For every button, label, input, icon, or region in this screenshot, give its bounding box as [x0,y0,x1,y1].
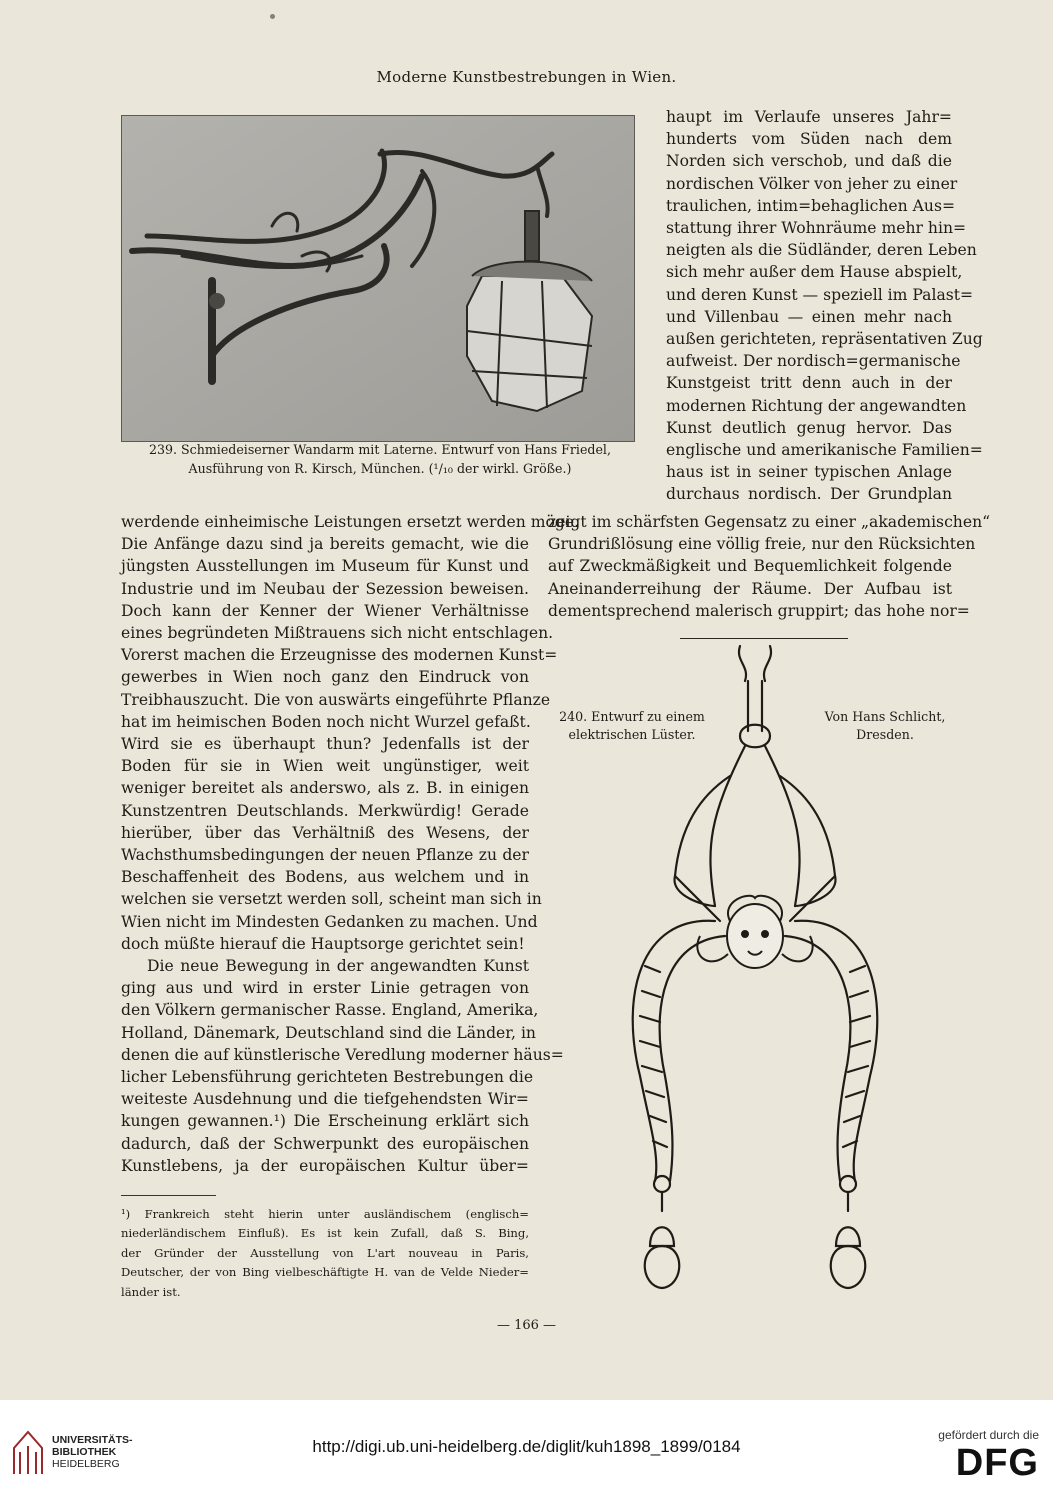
figure-wall-bracket-lantern [121,115,635,442]
text-line: Aneinanderreihung der Räume. Der Aufbau ist [548,579,952,598]
footnote [121,1205,529,1302]
text-line: Wachsthumsbedingungen der neuen Pflanze zu der [121,846,529,865]
text-line: modernen Richtung der angewandten [666,396,967,415]
text-line: den Völkern germanischer Rasse. England, Amerika, [121,1001,539,1020]
ink-speck [270,14,275,19]
text-line: weniger bereitet als anderswo, als z. B. in einigen [121,779,529,798]
text-line: länder ist. [121,1284,181,1299]
text-line: Industrie und im Neubau der Sezession beweisen. [121,579,529,598]
text-line: durchaus nordisch. Der Grundplan [666,485,952,504]
right-column-bottom [548,511,991,622]
caption-line: 240. Entwurf zu einem [559,709,705,724]
text-line: stattung ihrer Wohnräume mehr hin= [666,219,967,238]
text-line: zeigt im schärfsten Gegensatz zu einer „akademischen“ [548,513,991,531]
text-line: doch müßte hierauf die Hauptsorge gerichtet sein! [121,934,525,953]
caption-line: Von Hans Schlicht, [824,709,946,724]
library-name-line: HEIDELBERG [52,1458,120,1470]
figure-240-credit [800,708,970,744]
text-line: hunderts vom Süden nach dem [666,130,952,149]
right-column-top [666,106,983,506]
text-line: Kunst deutlich genug hervor. Das [666,418,952,437]
text-line: außen gerichteten, repräsentativen Zug [666,330,983,349]
text-line: niederländischem Einfluß). Es ist kein Zufall, daß S. Bing, [121,1226,529,1241]
page-number: — 166 — [496,1318,557,1333]
left-column [121,511,580,1177]
text-line: Vorerst machen die Erzeugnisse des modernen Kunst= [121,646,558,665]
wall-bracket-illustration [122,116,634,441]
text-line: kungen gewannen.¹) Die Erscheinung erklärt sich [121,1112,529,1131]
caption-line: 239. Schmiedeiserner Wandarm mit Laterne. Entwurf von Hans Friedel, [149,442,611,457]
text-line: Die neue Bewegung in der angewandten Kunst [147,957,529,976]
footnote-rule [121,1195,216,1196]
figure-239-caption [120,440,640,478]
text-line: Kunstlebens, ja der europäischen Kultur über= [121,1156,529,1175]
text-line: aufweist. Der nordisch=germanische [666,352,961,371]
text-line: auf Zweckmäßigkeit und Bequemlichkeit folgende [548,557,952,576]
text-line: licher Lebensführung gerichteten Bestrebungen die [121,1068,534,1087]
text-line: und deren Kunst — speziell im Palast= [666,285,974,304]
text-line: Deutscher, der von Bing vielbeschäftigte H. van de Velde Nieder= [121,1265,529,1280]
text-line: hierüber, über das Verhältniß des Wesens, der [121,823,529,842]
text-line: Beschaffenheit des Bodens, aus welchem und in [121,868,529,887]
text-line: Grundrißlösung eine völlig freie, nur den Rücksichten [548,535,976,554]
text-line: welchen sie versetzt werden soll, scheint man sich in [121,890,542,909]
text-line: Die Anfänge dazu sind ja bereits gemacht, wie die [121,535,529,554]
text-line: traulichen, intim=behaglichen Aus= [666,196,956,215]
text-line: Doch kann der Kenner der Wiener Verhältnisse [121,601,529,620]
library-name-line: BIBLIOTHEK [52,1446,117,1458]
text-line: haus ist in seiner typischen Anlage [666,463,952,482]
text-line: gewerbes in Wien noch ganz den Eindruck von [121,668,529,687]
text-line: Boden für sie in Wien weit ungünstiger, weit [121,757,529,776]
text-line: haupt im Verlaufe unseres Jahr= [666,108,952,126]
text-line: werdende einheimische Leistungen ersetzt werden möge. [121,513,580,531]
text-line: Kunstgeist tritt denn auch in der [666,374,952,393]
text-line: ¹) Frankreich steht hierin unter ausländischem (englisch= [121,1207,529,1221]
text-line: der Gründer der Ausstellung von L'art nouveau in Paris, [121,1245,529,1260]
text-line: sich mehr außer dem Hause abspielt, [666,263,963,282]
text-line: Kunstzentren Deutschlands. Merkwürdig! Gerade [121,801,529,820]
library-name-line: UNIVERSITÄTS- [52,1434,133,1446]
text-line: Wien nicht im Mindesten Gedanken zu machen. Und [121,912,538,931]
figure-240-caption [552,708,712,744]
running-head: Moderne Kunstbestrebungen in Wien. [376,68,677,86]
text-line: Norden sich verschob, und daß die [666,152,952,171]
text-line: Treibhauszucht. Die von auswärts eingeführte Pflanze [121,690,551,709]
text-line: dementsprechend malerisch gruppirt; das hohe nor= [548,601,970,620]
text-line: Wird sie es überhaupt thun? Jedenfalls ist der [121,735,529,754]
text-line: denen die auf künstlerische Veredlung moderner häus= [121,1045,564,1064]
text-line: jüngsten Ausstellungen im Museum für Kunst und [121,557,529,576]
caption-line: elektrischen Lüster. [568,727,696,742]
text-line: weiteste Ausdehnung und die tiefgehendsten Wir= [121,1090,529,1109]
text-line: und Villenbau — einen mehr nach [666,307,952,326]
sponsor-label: gefördert durch die [938,1428,1039,1442]
caption-line: Dresden. [856,727,914,742]
permalink[interactable]: http://digi.ub.uni-heidelberg.de/diglit/kuh1898_1899/0184 [312,1437,741,1456]
text-line: ging aus und wird in erster Linie getragen von [121,979,529,998]
text-line: neigten als die Südländer, deren Leben [666,241,977,260]
text-line: dadurch, daß der Schwerpunkt des europäischen [121,1134,529,1153]
text-line: Holland, Dänemark, Deutschland sind die Länder, in [121,1023,536,1042]
text-line: englische und amerikanische Familien= [666,441,983,460]
text-line: eines begründeten Mißtrauens sich nicht entschlagen. [121,624,554,643]
dfg-logo: DFG [955,1442,1039,1484]
caption-line: Ausführung von R. Kirsch, München. (¹/₁₀ der wirkl. Größe.) [188,461,572,476]
text-line: hat im heimischen Boden noch nicht Wurzel gefaßt. [121,712,531,731]
text-line: nordischen Völker von jeher zu einer [666,174,958,193]
